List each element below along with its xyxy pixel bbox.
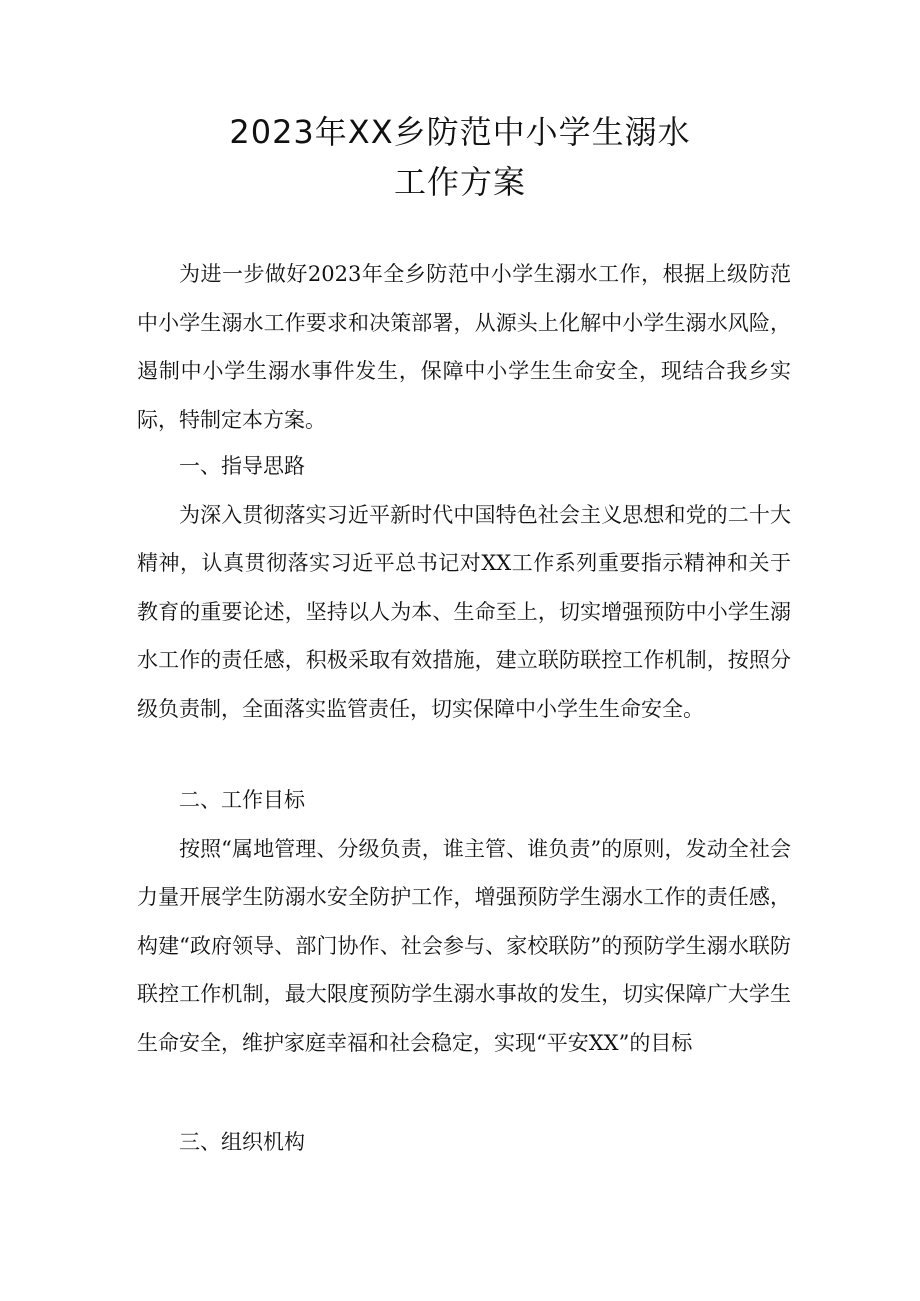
section-heading: 二、工作目标 (179, 788, 305, 812)
document-title-line-1: 2023年XX乡防范中小学生溺水 (229, 113, 691, 151)
intro-paragraph: 为进一步做好2023年全乡防范中小学生溺水工作，根据上级防范中小学生溺水工作要求和决策部署，从源头上化解中小学生溺水风险，遏制中小学生溺水事件发生，保障中小学生生命安全，现结合我乡实际，特制定本方案。 (137, 262, 791, 432)
section-organization (137, 1118, 791, 1167)
section-paragraph: 按照“属地管理、分级负责，谁主管、谁负责”的原则，发动全社会力量开展学生防溺水安全防护工作，增强预防学生溺水工作的责任感，构建“政府领导、部门协作、社会参与、家校联防”的预防学生溺水联防联控工作机制，最大限度预防学生溺水事故的发生，切实保障广大学生生命安全，维护家庭幸福和社会稳定，实现“平安XX”的目标 (137, 836, 791, 1055)
section-work-goals (137, 776, 791, 1068)
document-title-line-2: 工作方案 (393, 163, 526, 201)
section-heading: 一、指导思路 (179, 454, 305, 478)
section-guiding-ideas (137, 442, 791, 734)
section-paragraph: 为深入贯彻落实习近平新时代中国特色社会主义思想和党的二十大精神，认真贯彻落实习近平总书记对XX工作系列重要指示精神和关于教育的重要论述，坚持以人为本、生命至上，切实增强预防中小学生溺水工作的责任感，积极采取有效措施，建立联防联控工作机制，按照分级负责制，全面落实监管责任，切实保障中小学生生命安全。 (137, 502, 791, 721)
intro-block (137, 250, 791, 444)
section-heading: 三、组织机构 (179, 1130, 305, 1154)
